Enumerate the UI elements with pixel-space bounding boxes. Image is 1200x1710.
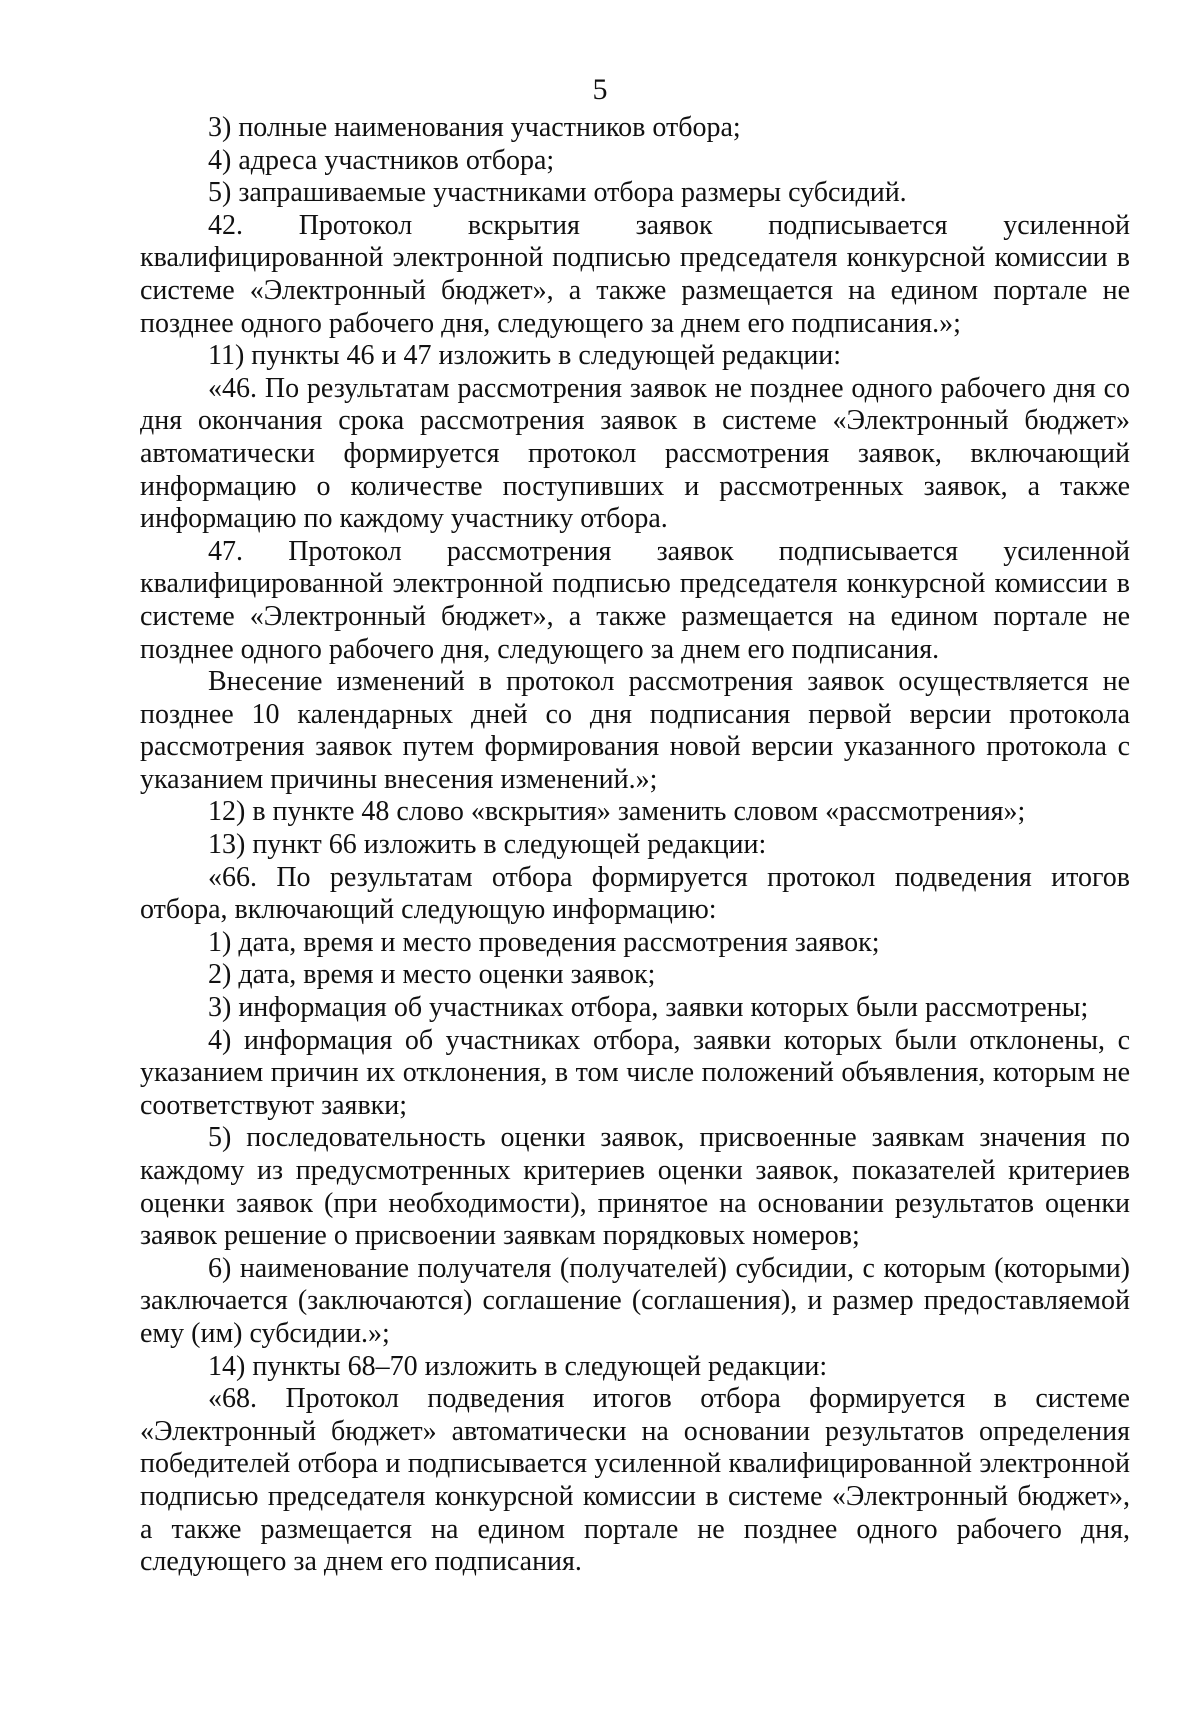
- paragraph-clause-46: «46. По результатам рассмотрения заявок не позднее одного рабочего дня со дня окончания срока рассмотрения заявок в системе «Электронный бюджет» автоматически формируется протокол рассмотрения заявок, включающий информацию о количестве поступивших и рассмотренных заявок, а также информацию по каждому участнику отбора.: [140, 372, 1130, 535]
- paragraph-clause-66-item-6: 6) наименование получателя (получателей) субсидии, с которым (которыми) заключается (заключаются) соглашение (соглашения), и размер предоставляемой ему (им) субсидии.»;: [140, 1252, 1130, 1349]
- paragraph-item-3: 3) полные наименования участников отбора;: [208, 112, 741, 143]
- paragraph-amendment-13: 13) пункт 66 изложить в следующей редакции:: [208, 829, 767, 861]
- document-body: [140, 112, 1130, 1579]
- page-number: 5: [592, 73, 608, 106]
- paragraph-clause-66-item-3: 3) информация об участниках отбора, заявки которых были рассмотрены;: [208, 992, 1089, 1024]
- paragraph-clause-47-changes: Внесение изменений в протокол рассмотрения заявок осуществляется не позднее 10 календарных дней со дня подписания первой версии протокола рассмотрения заявок путем формирования новой версии указанного протокола с указанием причины внесения изменений.»;: [140, 666, 1130, 795]
- paragraph-clause-66-item-4: 4) информация об участниках отбора, заявки которых были отклонены, с указанием причин их отклонения, в том числе положений объявления, которым не соответствуют заявки;: [140, 1024, 1130, 1121]
- paragraph-item-5: 5) запрашиваемые участниками отбора размеры субсидий.: [208, 177, 907, 209]
- paragraph-item-4: 4) адреса участников отбора;: [208, 144, 555, 176]
- paragraph-clause-66-item-2: 2) дата, время и место оценки заявок;: [208, 959, 656, 991]
- paragraph-clause-66-item-1: 1) дата, время и место проведения рассмотрения заявок;: [208, 926, 880, 958]
- paragraph-clause-66: «66. По результатам отбора формируется протокол подведения итогов отбора, включающий следующую информацию:: [140, 861, 1130, 926]
- paragraph-clause-42: 42. Протокол вскрытия заявок подписывается усиленной квалифицированной электронной подписью председателя конкурсной комиссии в системе «Электронный бюджет», а также размещается на едином портале не позднее одного рабочего дня, следующего за днем его подписания.»;: [140, 209, 1130, 339]
- paragraph-clause-66-item-5: 5) последовательность оценки заявок, присвоенные заявкам значения по каждому из предусмотренных критериев оценки заявок, показателей критериев оценки заявок (при необходимости), принятое на основании результатов оценки заявок решение о присвоении заявкам порядковых номеров;: [140, 1122, 1130, 1252]
- paragraph-amendment-12: 12) в пункте 48 слово «вскрытия» заменить словом «рассмотрения»;: [208, 796, 1026, 828]
- paragraph-clause-47: 47. Протокол рассмотрения заявок подписывается усиленной квалифицированной электронной подписью председателя конкурсной комиссии в системе «Электронный бюджет», а также размещается на едином портале не позднее одного рабочего дня, следующего за днем его подписания.: [140, 535, 1130, 665]
- paragraph-amendment-14: 14) пункты 68–70 изложить в следующей редакции:: [208, 1350, 828, 1382]
- paragraph-amendment-11: 11) пункты 46 и 47 изложить в следующей редакции:: [208, 340, 842, 372]
- paragraph-clause-68: «68. Протокол подведения итогов отбора формируется в системе «Электронный бюджет» автоматически на основании результатов определения победителей отбора и подписывается усиленной квалифицированной электронной подписью председателя конкурсной комиссии в системе «Электронный бюджет», а также размещается на едином портале не позднее одного рабочего дня, следующего за днем его подписания.: [140, 1383, 1130, 1578]
